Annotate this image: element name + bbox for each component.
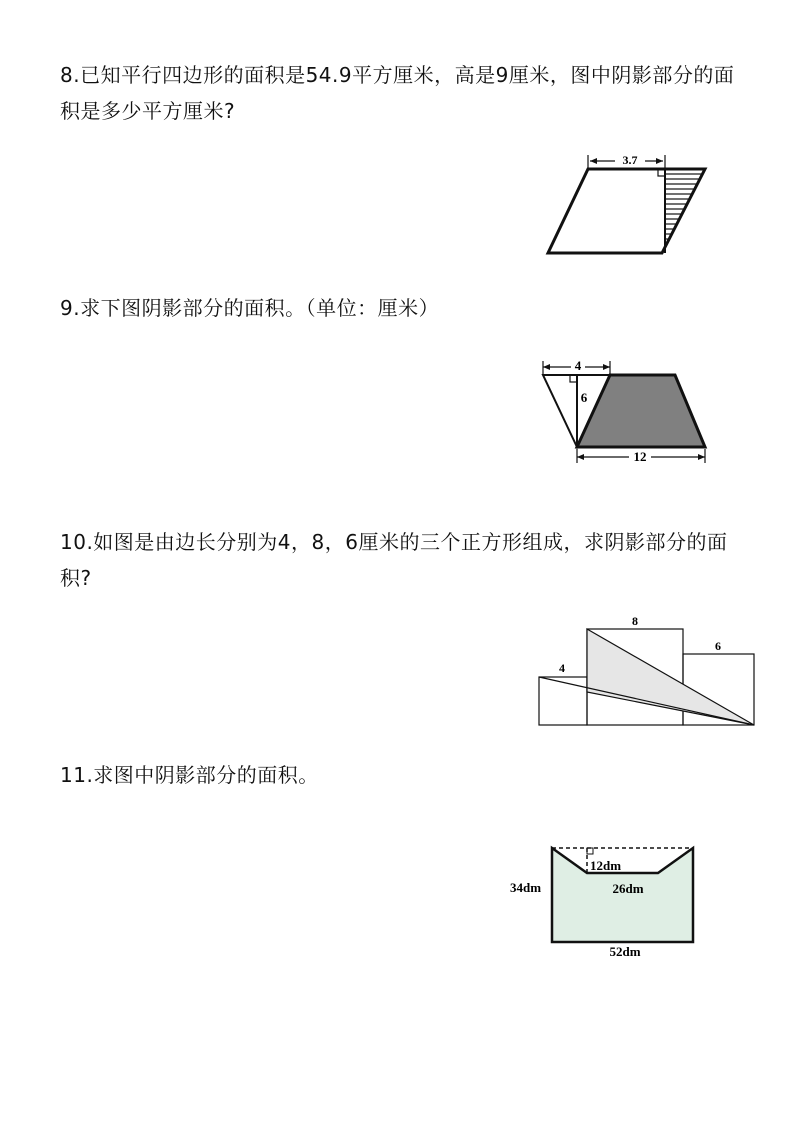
question-11-text: 11.求图中阴影部分的面积。 xyxy=(60,763,319,787)
question-8-text: 8.已知平行四边形的面积是54.9平方厘米，高是9厘米，图中阴影部分的面积是多少平方厘米? xyxy=(60,63,735,123)
shaded-triangle xyxy=(665,169,705,248)
label-top-length: 3.7 xyxy=(622,153,638,167)
label-bottom-12: 12 xyxy=(633,449,647,464)
question-8-figure xyxy=(540,150,720,260)
question-10-figure xyxy=(532,610,762,735)
label-6: 6 xyxy=(715,639,721,653)
label-52dm: 52dm xyxy=(609,944,641,959)
question-9-text: 9.求下图阴影部分的面积。（单位：厘米） xyxy=(60,296,440,320)
label-34dm: 34dm xyxy=(510,880,542,895)
shaded-trapezoid xyxy=(577,375,705,447)
label-12dm: 12dm xyxy=(590,858,622,873)
shaded-triangle xyxy=(587,629,754,725)
label-8: 8 xyxy=(632,614,638,628)
label-height-6: 6 xyxy=(580,390,588,405)
question-11-figure xyxy=(505,840,715,965)
label-26dm: 26dm xyxy=(612,881,644,896)
label-top-4: 4 xyxy=(574,358,582,373)
question-10-text: 10.如图是由边长分别为4，8，6厘米的三个正方形组成，求阴影部分的面积? xyxy=(60,530,728,590)
small-square xyxy=(539,677,587,725)
question-9-figure xyxy=(535,355,715,470)
label-4: 4 xyxy=(559,661,565,675)
